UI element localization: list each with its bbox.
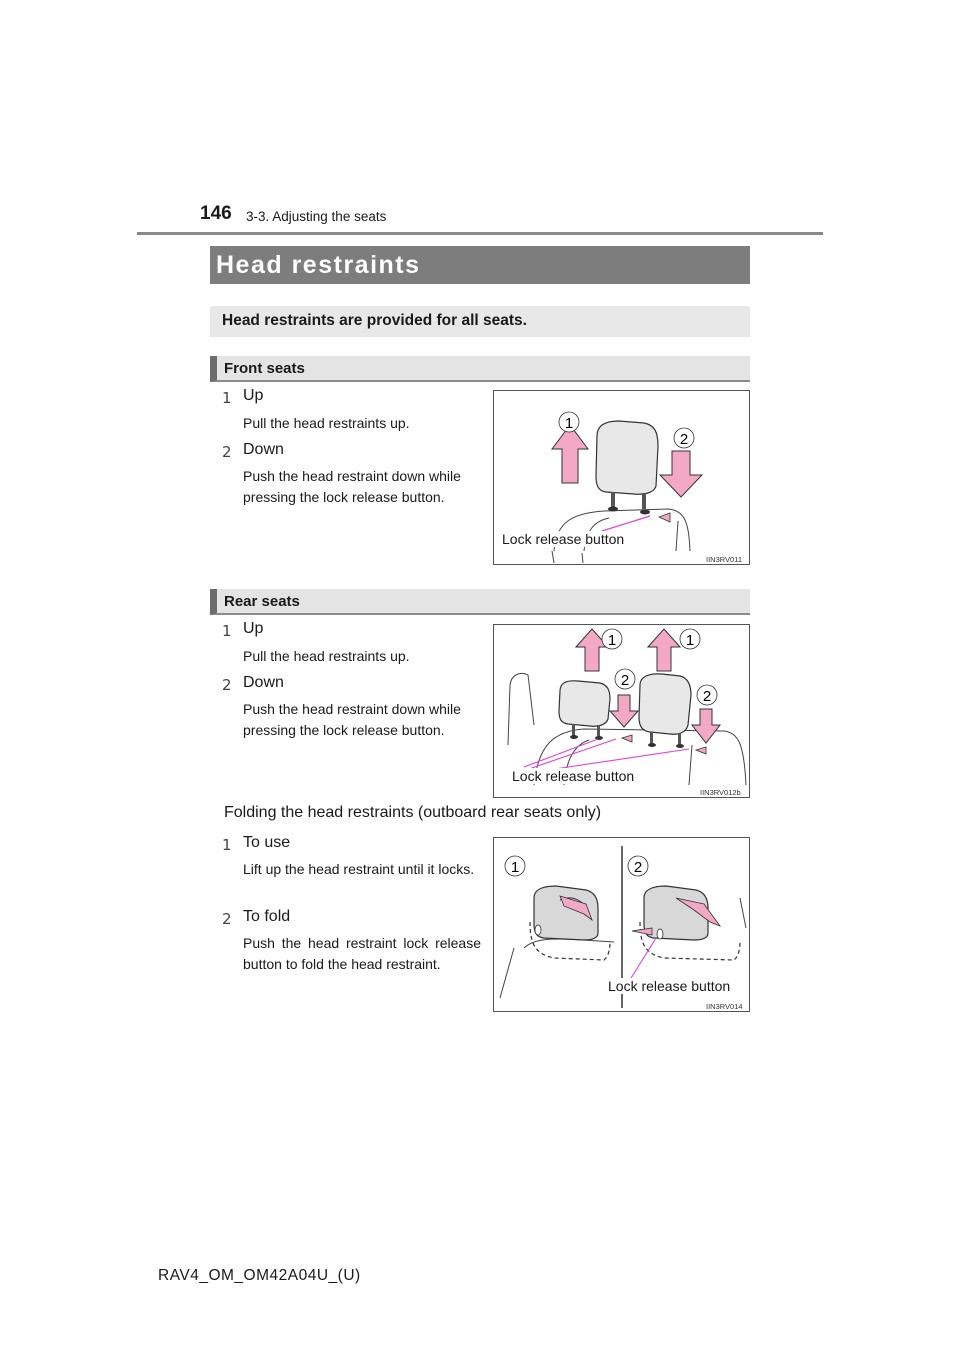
marker-2: 2: [702, 688, 712, 705]
marker-2: 2: [633, 859, 643, 876]
marker-1: 1: [564, 415, 574, 432]
step-description: Lift up the head restraint until it locks.: [243, 861, 475, 877]
marker-1: 1: [607, 632, 617, 649]
step-number: 2: [222, 443, 232, 461]
folding-heading: Folding the head restraints (outboard rear seats only): [224, 804, 602, 821]
section-reference: 3-3. Adjusting the seats: [246, 209, 387, 224]
lock-release-callout: Lock release button: [512, 768, 635, 784]
intro-text: Head restraints are provided for all seats.: [222, 312, 527, 329]
rear-seats-heading-bar: [210, 589, 750, 615]
step-label: To use: [243, 834, 291, 851]
step-label: To fold: [243, 908, 291, 925]
header-divider: [137, 232, 823, 235]
step-number: 1: [222, 622, 232, 640]
page-title-bar: [210, 246, 750, 284]
front-seat-figure: [493, 390, 750, 565]
marker-2: 2: [679, 431, 689, 448]
step-label: Down: [243, 674, 284, 691]
step-description-line: Push the head restraint down while: [243, 468, 461, 484]
figure-code: IIN3RV012b: [700, 788, 741, 797]
front-seats-heading: Front seats: [224, 360, 305, 377]
rear-seats-heading: Rear seats: [224, 593, 300, 610]
step-description-line: pressing the lock release button.: [243, 489, 445, 505]
lock-release-callout: Lock release button: [608, 978, 731, 994]
step-description: Push the head restraint lock release button to fold the head restraint.: [243, 935, 481, 972]
step-description-line: pressing the lock release button.: [243, 722, 445, 738]
step-description: Pull the head restraints up.: [243, 415, 410, 431]
step-description-line: Push the head restraint down while: [243, 701, 461, 717]
figure-code: IIN3RV014: [706, 1002, 743, 1011]
figure-code: IIN3RV011: [706, 555, 742, 564]
step-label: Up: [243, 620, 264, 637]
front-seats-heading-bar: [210, 356, 750, 382]
step-number: 1: [222, 836, 232, 854]
step-label: Down: [243, 441, 284, 458]
marker-1: 1: [685, 632, 695, 649]
step-number: 2: [222, 676, 232, 694]
lock-release-callout: Lock release button: [502, 531, 625, 547]
rear-seat-figure: [493, 624, 750, 798]
marker-1: 1: [510, 859, 520, 876]
folding-figure: [493, 837, 750, 1012]
page-number: 146: [200, 203, 232, 224]
intro-bar: [210, 306, 750, 337]
step-number: 2: [222, 910, 232, 928]
step-number: 1: [222, 389, 232, 407]
step-description: Pull the head restraints up.: [243, 648, 410, 664]
marker-2: 2: [620, 672, 630, 689]
document-code-footer: RAV4_OM_OM42A04U_(U): [158, 1267, 361, 1284]
page-title: Head restraints: [216, 251, 421, 279]
step-label: Up: [243, 387, 264, 404]
